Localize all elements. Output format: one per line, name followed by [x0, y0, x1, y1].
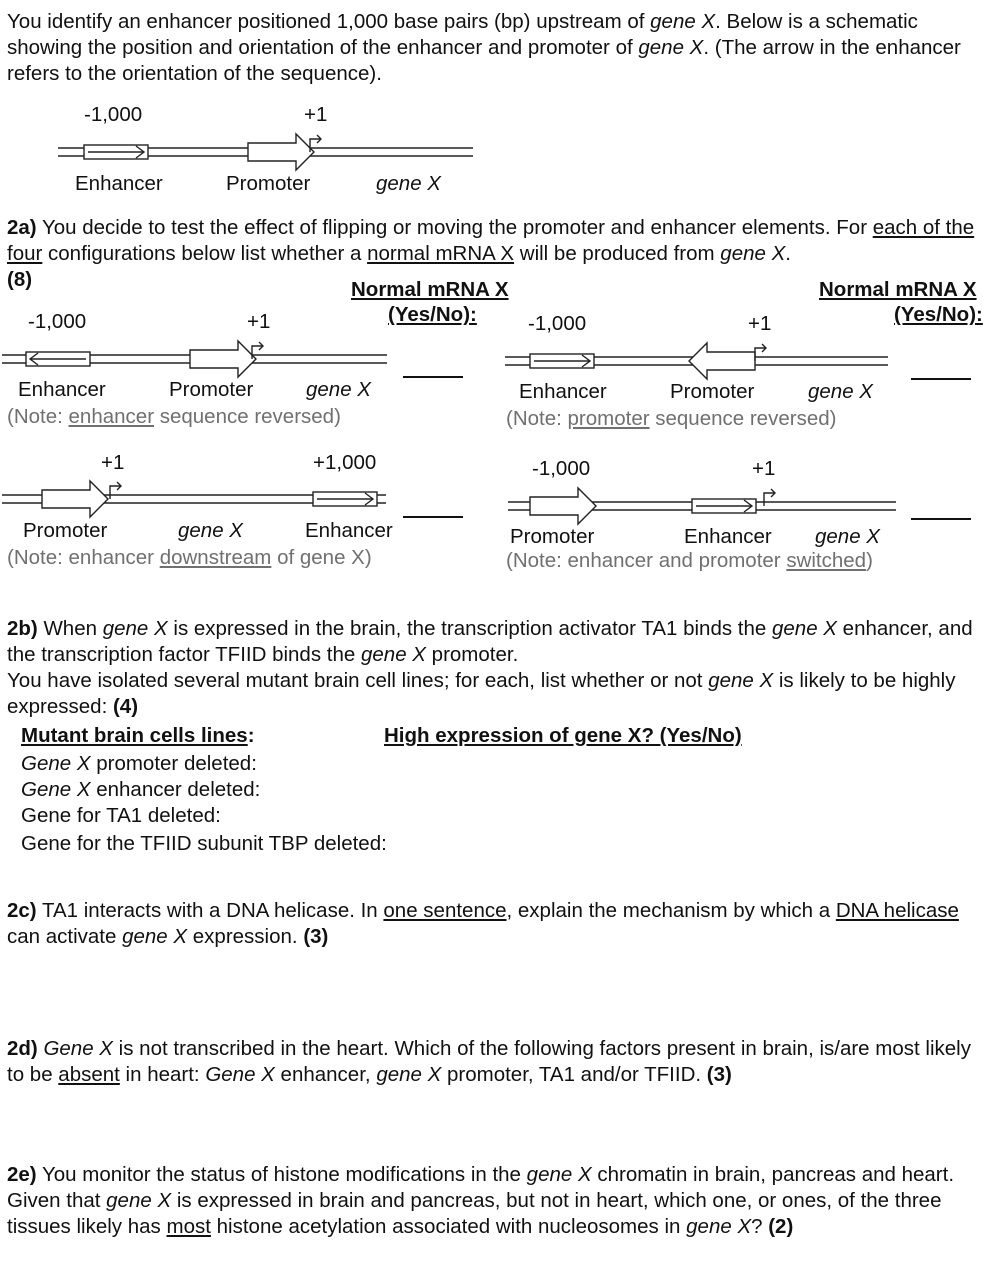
high-expression-header: High expression of gene X? (Yes/No) [384, 724, 742, 747]
config2-pos-minus-1000: -1,000 [528, 312, 587, 335]
question-2d: 2d) Gene X is not transcribed in the heart. Which of the following factors present in brain, is/are most likely to be absent in heart: Gene X enhancer, gene X promoter, TA1 and/or TFIID. (3) [7, 1037, 971, 1086]
config1-gene-label: gene X [306, 378, 371, 401]
config4-promoter-label: Promoter [510, 525, 595, 548]
config4-answer-blank[interactable] [911, 518, 971, 520]
config2-promoter-label: Promoter [670, 380, 755, 403]
gene-x-label: gene X [376, 172, 441, 195]
mutant-lines-header: Mutant brain cells lines: [21, 724, 255, 747]
promoter-label: Promoter [226, 172, 311, 195]
config3-gene-label: gene X [178, 519, 243, 542]
col-header-yesno-left: (Yes/No): [388, 303, 477, 326]
config4-gene-label: gene X [815, 525, 880, 548]
promoter-arrow [248, 134, 314, 170]
col-header-normal-mrna-right: Normal mRNA X [819, 278, 977, 301]
mutant-row-1: Gene X promoter deleted: [21, 752, 257, 775]
config2-pos-plus-1: +1 [748, 312, 772, 335]
config2-note: (Note: promoter sequence reversed) [506, 407, 837, 430]
config2-gene-label: gene X [808, 380, 873, 403]
question-2c: 2c) TA1 interacts with a DNA helicase. In one sentence, explain the mechanism by which a DNA helicase can activate gene X expression. (3) [7, 899, 959, 948]
config4-pos-minus-1000: -1,000 [532, 457, 591, 480]
config2-answer-blank[interactable] [911, 378, 971, 380]
config1-note: (Note: enhancer sequence reversed) [7, 405, 341, 428]
config1-pos-plus-1: +1 [247, 310, 271, 333]
config3-promoter-label: Promoter [23, 519, 108, 542]
config1-answer-blank[interactable] [403, 376, 463, 378]
position-label-plus-1: +1 [304, 103, 328, 126]
config3-note: (Note: enhancer downstream of gene X) [7, 546, 372, 569]
config3-enhancer-label: Enhancer [305, 519, 393, 542]
config1-enhancer-label: Enhancer [18, 378, 106, 401]
config3-pos-plus-1: +1 [101, 451, 125, 474]
mutant-row-2: Gene X enhancer deleted: [21, 778, 261, 801]
question-2e: 2e) You monitor the status of histone modifications in the gene X chromatin in brain, pancreas and heart. Given that gene X is expressed in brain and pancreas, but not in heart, which one, or ones, of the three tissues likely has most histone acetylation associated with nucleosomes in gene X? (2) [7, 1163, 955, 1238]
question-2a: 2a) You decide to test the effect of flipping or moving the promoter and enhancer elements. For each of the four configurations below list whether a normal mRNA X will be produced from gene X. (8) [7, 216, 975, 291]
question-2b: 2b) When gene X is expressed in the brain, the transcription activator TA1 binds the gene X enhancer, and the transcription factor TFIID binds the gene X promoter. You have isolated several mutant brain cell lines; for each, list whether or not gene X is likely to be highly expressed: (4) [7, 617, 973, 718]
config3-answer-blank[interactable] [403, 516, 463, 518]
config2-enhancer-label: Enhancer [519, 380, 607, 403]
intro-paragraph: You identify an enhancer positioned 1,000 base pairs (bp) upstream of gene X. Below is a schematic showing the position and orientation of the enhancer and promoter of gene X. (The arrow in the enhancer refers to the orientation of the sequence). [7, 10, 961, 85]
mutant-row-3: Gene for TA1 deleted: [21, 804, 221, 827]
config1-pos-minus-1000: -1,000 [28, 310, 87, 333]
enhancer-label: Enhancer [75, 172, 163, 195]
col-header-normal-mrna-left: Normal mRNA X [351, 278, 509, 301]
position-label-minus-1000: -1,000 [84, 103, 143, 126]
config4-pos-plus-1: +1 [752, 457, 776, 480]
mutant-row-4: Gene for the TFIID subunit TBP deleted: [21, 832, 387, 855]
config4-enhancer-label: Enhancer [684, 525, 772, 548]
config3-pos-plus-1000: +1,000 [313, 451, 377, 474]
config1-promoter-label: Promoter [169, 378, 254, 401]
col-header-yesno-right: (Yes/No): [894, 303, 983, 326]
config4-note: (Note: enhancer and promoter switched) [506, 549, 873, 572]
